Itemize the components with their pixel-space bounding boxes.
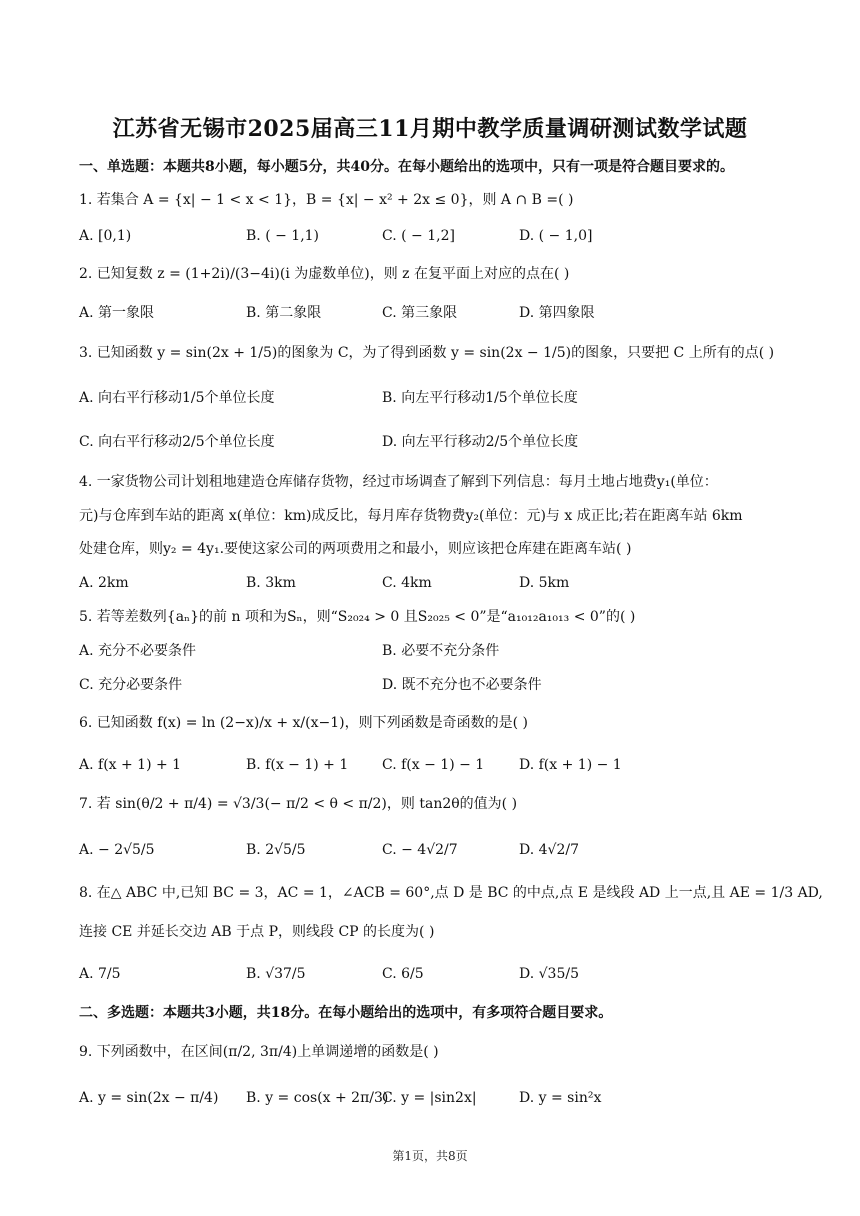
question-2-option-d: D. 第四象限 [519,305,595,321]
question-2-stem: 2. 已知复数 z = (1+2i)/(3−4i)(i 为虚数单位)，则 z 在复平面上对应的点在( ) [79,266,570,282]
question-4-stem-line-3: 处建仓库，则y₂ = 4y₁.要使这家公司的两项费用之和最小，则应该把仓库建在距离车站( ) [79,541,632,557]
question-3-option-d: D. 向左平行移动2/5个单位长度 [382,434,579,450]
question-9-option-c: C. y = |sin2x| [382,1090,477,1106]
question-2-option-c: C. 第三象限 [382,305,458,321]
question-4-option-a: A. 2km [79,575,129,591]
question-3-option-c: C. 向右平行移动2/5个单位长度 [79,434,275,450]
question-7-option-b: B. 2√5/5 [246,842,306,858]
question-8-option-a: A. 7/5 [79,966,121,982]
question-1-option-b: B. ( − 1,1) [246,228,320,244]
question-4-stem-line-2: 元)与仓库到车站的距离 x(单位：km)成反比，每月库存货物费y₂(单位：元)与 x 成正比;若在距离车站 6km [79,508,743,524]
question-5-option-a: A. 充分不必要条件 [79,643,197,659]
page-title: 江苏省无锡市2025届高三11月期中教学质量调研测试数学试题 [112,116,748,142]
question-7-stem: 7. 若 sin(θ/2 + π/4) = √3/3(− π/2 < θ < π/2)，则 tan2θ的值为( ) [79,796,518,812]
question-3-option-b: B. 向左平行移动1/5个单位长度 [382,390,578,406]
question-4-option-c: C. 4km [382,575,432,591]
question-8-option-d: D. √35/5 [519,966,579,982]
question-7-option-a: A. − 2√5/5 [79,842,155,858]
question-1-option-c: C. ( − 1,2] [382,228,455,244]
question-1-option-d: D. ( − 1,0] [519,228,593,244]
question-9-option-b: B. y = cos(x + 2π/3) [246,1090,389,1106]
question-8-stem-line-1: 8. 在△ ABC 中,已知 BC = 3，AC = 1，∠ACB = 60°,点 D 是 BC 的中点,点 E 是线段 AD 上一点,且 AE = 1/3 AD, [79,885,823,901]
question-8-option-c: C. 6/5 [382,966,424,982]
question-6-stem: 6. 已知函数 f(x) = ln (2−x)/x + x/(x−1)，则下列函数是奇函数的是( ) [79,715,528,731]
page-footer: 第1页，共8页 [392,1149,468,1163]
question-5-option-c: C. 充分必要条件 [79,677,183,693]
question-4-option-d: D. 5km [519,575,570,591]
question-5-option-d: D. 既不充分也不必要条件 [382,677,542,693]
section-heading-multi-choice: 二、多选题：本题共3小题，共18分。在每小题给出的选项中，有多项符合题目要求。 [79,1005,613,1021]
question-9-option-d: D. y = sin²x [519,1090,602,1106]
question-2-option-b: B. 第二象限 [246,305,322,321]
question-6-option-a: A. f(x + 1) + 1 [79,757,182,773]
question-3-stem: 3. 已知函数 y = sin(2x + 1/5)的图象为 C，为了得到函数 y = sin(2x − 1/5)的图象，只要把 C 上所有的点( ) [79,345,775,361]
question-4-stem-line-1: 4. 一家货物公司计划租地建造仓库储存货物，经过市场调查了解到下列信息：每月土地占地费y₁(单位： [79,474,718,490]
question-8-option-b: B. √37/5 [246,966,306,982]
section-heading-single-choice: 一、单选题：本题共8小题，每小题5分，共40分。在每小题给出的选项中，只有一项是符合题目要求的。 [79,159,734,175]
question-1-option-a: A. [0,1) [79,228,132,244]
question-9-option-a: A. y = sin(2x − π/4) [79,1090,219,1106]
question-4-option-b: B. 3km [246,575,296,591]
question-5-option-b: B. 必要不充分条件 [382,643,500,659]
question-7-option-c: C. − 4√2/7 [382,842,458,858]
question-5-stem: 5. 若等差数列{aₙ}的前 n 项和为Sₙ，则“S₂₀₂₄ > 0 且S₂₀₂₅ < 0”是“a₁₀₁₂a₁₀₁₃ < 0”的( ) [79,609,636,625]
question-6-option-b: B. f(x − 1) + 1 [246,757,349,773]
question-8-stem-line-2: 连接 CE 并延长交边 AB 于点 P，则线段 CP 的长度为( ) [79,924,435,940]
question-7-option-d: D. 4√2/7 [519,842,579,858]
question-3-option-a: A. 向右平行移动1/5个单位长度 [79,390,275,406]
question-2-option-a: A. 第一象限 [79,305,155,321]
question-1-stem: 1. 若集合 A = {x| − 1 < x < 1}，B = {x| − x² + 2x ≤ 0}，则 A ∩ B =( ) [79,192,574,208]
question-6-option-d: D. f(x + 1) − 1 [519,757,622,773]
question-6-option-c: C. f(x − 1) − 1 [382,757,485,773]
question-9-stem: 9. 下列函数中，在区间(π/2, 3π/4)上单调递增的函数是( ) [79,1044,439,1060]
